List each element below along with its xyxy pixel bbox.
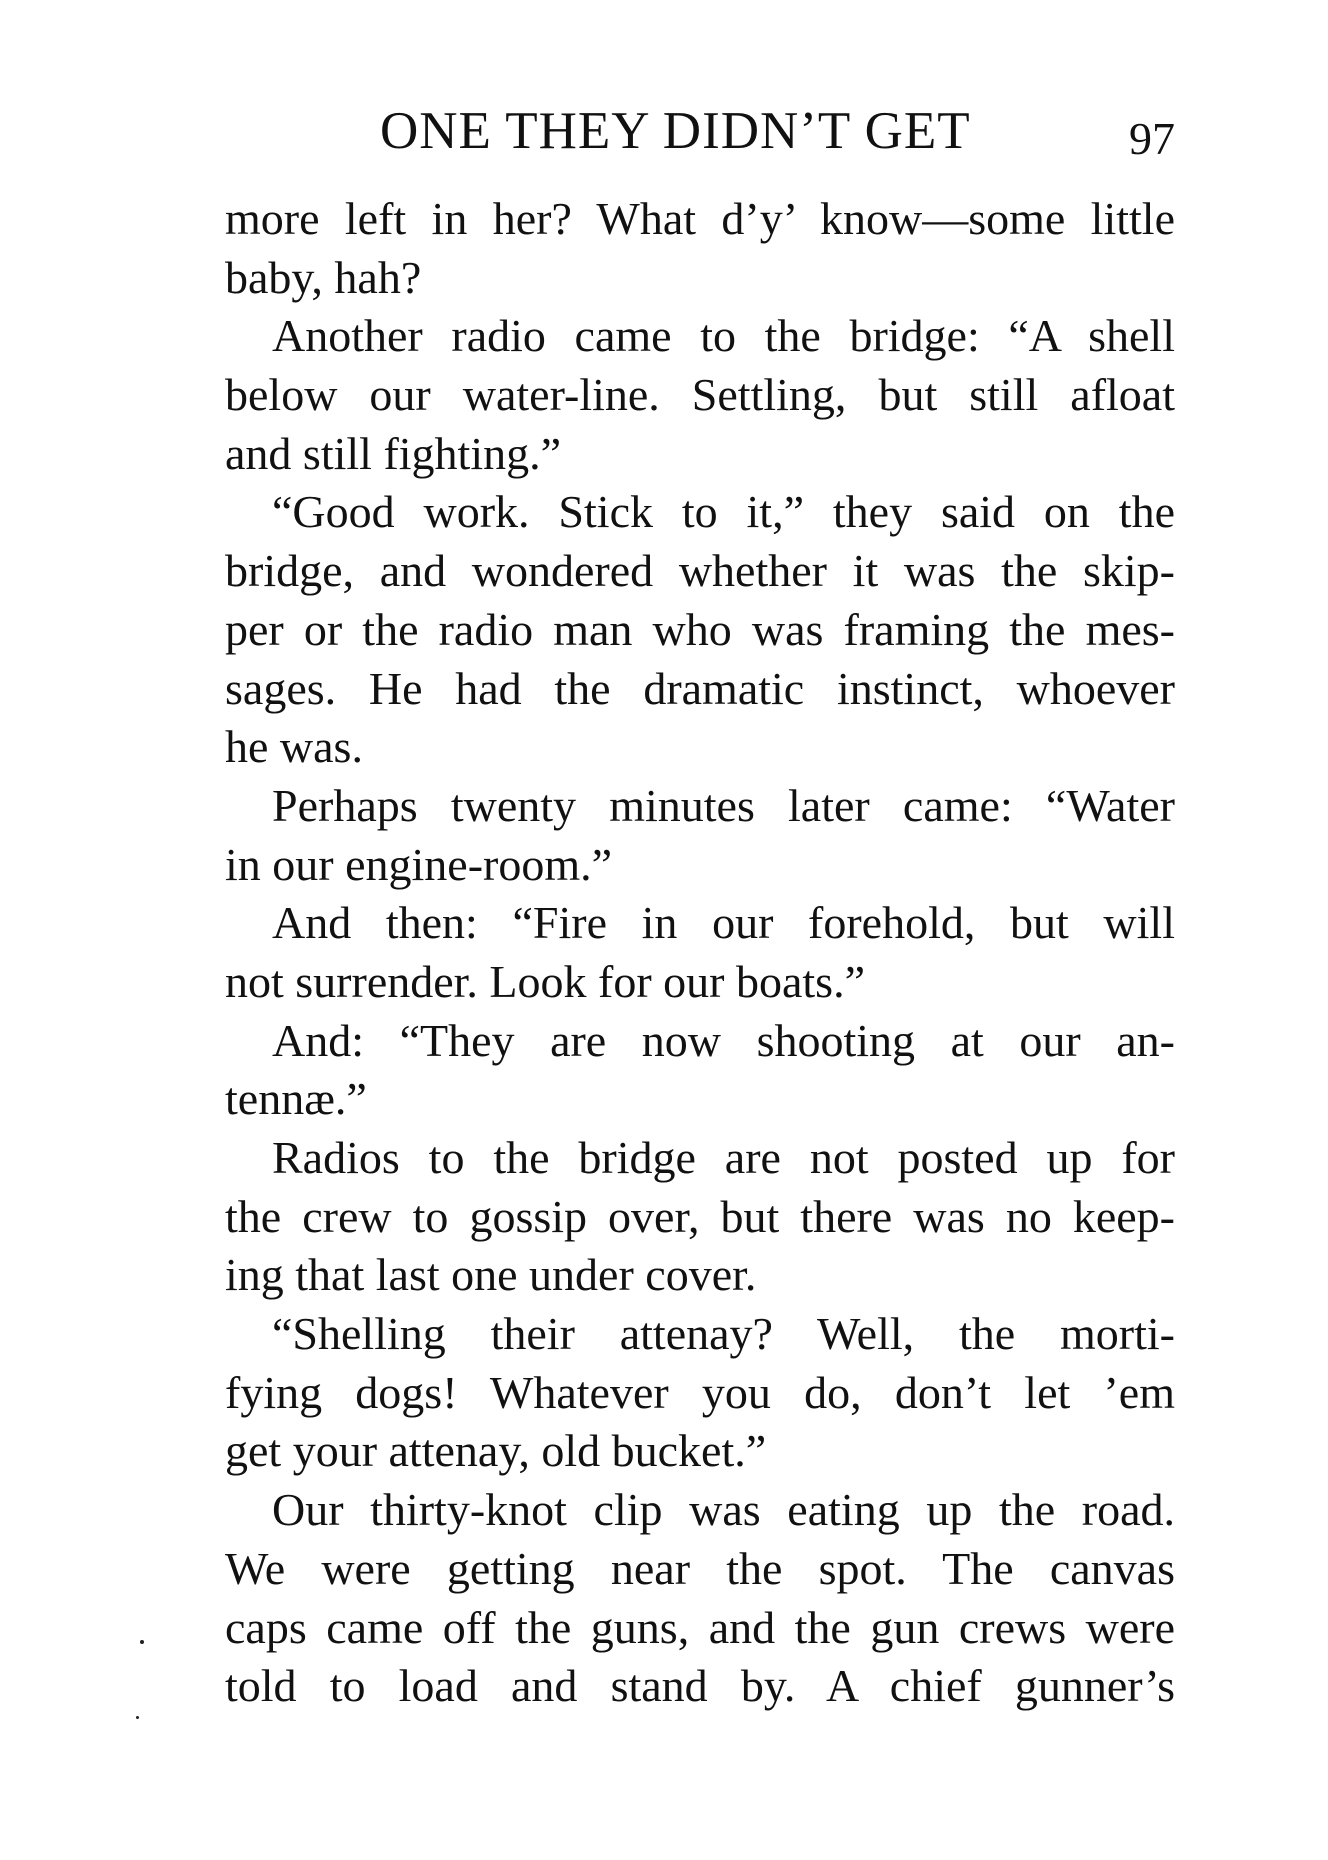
text-line: the crew to gossip over, but there was no keep-: [225, 1190, 1175, 1242]
text-line: not surrender. Look for our boats.”: [225, 955, 866, 1007]
body-text: [225, 190, 1175, 1716]
running-head: ONE THEY DIDN’T GET: [380, 102, 971, 160]
text-line: caps came off the guns, and the gun crews were: [225, 1601, 1175, 1653]
scan-speck: [140, 1640, 144, 1644]
text-line: sages. He had the dramatic instinct, whoever: [225, 662, 1175, 714]
text-line: Radios to the bridge are not posted up for: [272, 1132, 1175, 1183]
text-line: he was.: [225, 721, 363, 773]
page-number: 97: [1129, 113, 1175, 164]
page-header: [380, 96, 1175, 166]
text-line: bridge, and wondered whether it was the skip-: [225, 545, 1175, 597]
text-line: Another radio came to the bridge: “A shell: [272, 310, 1175, 362]
text-line: tennæ.”: [225, 1073, 367, 1125]
text-line: and still fighting.”: [225, 427, 562, 479]
text-line: more left in her? What d’y’ know—some little: [225, 193, 1175, 244]
text-line: get your attenay, old bucket.”: [225, 1425, 767, 1477]
text-line: per or the radio man who was framing the mes-: [225, 603, 1175, 655]
text-line: Perhaps twenty minutes later came: “Water: [272, 779, 1175, 831]
text-line: Our thirty-knot clip was eating up the road.: [272, 1484, 1175, 1536]
text-line: baby, hah?: [225, 251, 422, 303]
text-line: ing that last one under cover.: [225, 1249, 757, 1301]
text-line: below our water-line. Settling, but still afloat: [225, 369, 1175, 421]
text-line: in our engine-room.”: [225, 838, 613, 890]
text-line: fying dogs! Whatever you do, don’t let ’em: [225, 1366, 1175, 1418]
text-line: told to load and stand by. A chief gunner’s: [225, 1660, 1175, 1712]
text-line: And: “They are now shooting at our an-: [272, 1014, 1175, 1066]
text-line: “Good work. Stick to it,” they said on the: [272, 486, 1175, 538]
text-line: And then: “Fire in our forehold, but will: [272, 897, 1175, 949]
scan-speck: [136, 1716, 139, 1719]
text-line: We were getting near the spot. The canvas: [225, 1542, 1175, 1594]
text-line: “Shelling their attenay? Well, the morti-: [272, 1308, 1175, 1360]
